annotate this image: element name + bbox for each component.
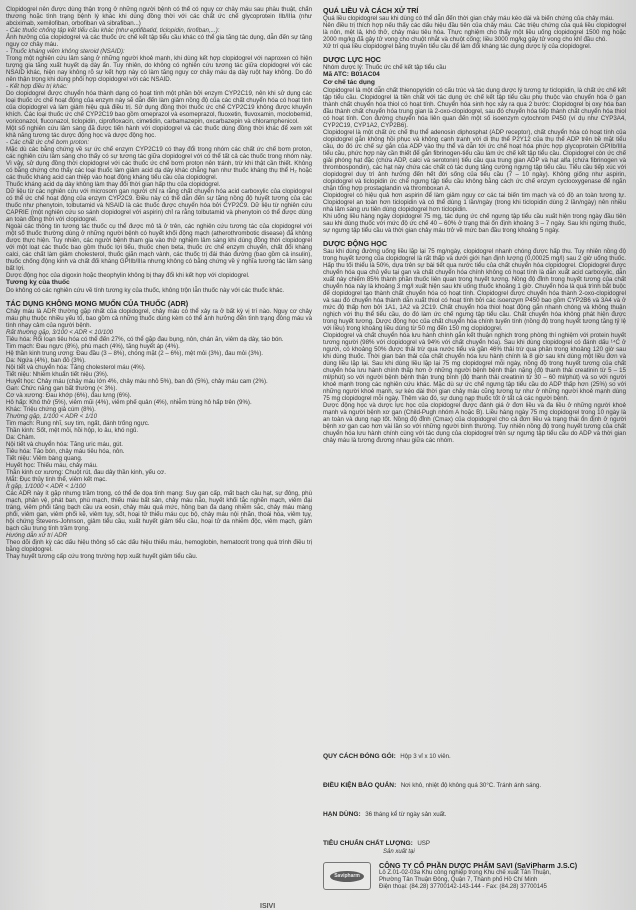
other-combo-heading: - Kết hợp điều trị khác:: [6, 83, 68, 90]
adr-management-text2: Thay huyết tương cấp cứu trong trường hợp xuất huyết giảm tiểu cầu.: [6, 553, 198, 560]
adr-line: Tiết niệu: Viêm bàng quang.: [6, 455, 83, 462]
absorption-text: Sau khi dùng đường uống liều lặp lại 75 mg/ngày, clopidogrel nhanh chóng được hấp thu. Tuy nhiên nồng độ trong huyết tương của clopidogrel là rất thấp và dưới giới hạn định lượng (0,00025 mg/l) sau 2 giờ uống thuốc. Hấp thu tối thiểu là 50%, dựa trên sự bài tiết qua nước tiểu của chất chuyển hóa clopidogrel. Clopidogrel được chuyển hóa qua chủ yếu tại gan và chất chuyển hóa chính không có hoạt tính là dẫn xuất acid carboxylic, dẫn xuất này chiếm 85% thành phần thuốc liên quan trong huyết tương. Nồng độ đỉnh trong huyết tương của chất chuyển hóa này là khoảng 3 mg/l xuất hiện sau khi uống thuốc khoảng 1 giờ. Chuyển hóa là quá trình bắt buộc để clopidogrel tạo thành chất chuyển hóa có hoạt tính. Clopidogrel được chuyển hóa thành 2-oxo-clopidogrel và sau đó chuyển hóa thành dẫn xuất thiol có hoạt tính bởi các isoenzym P450 bao gồm CYP2B6 và 3A4 và ở mức độ thấp hơn bởi 1A1, 1A2 và 2C19. Chất chuyển hóa thiol hoạt động gắn nhanh chóng và không thuận nghịch với thụ thể tiểu cầu, do đó làm ức chế ngưng tập tiểu cầu. Chất chuyển hóa không phát hiện được trong huyết tương. Dược động học của chất chuyển hóa chính tuyến tính (nồng độ trong huyết tương tăng tỷ lệ với liều) trong khoảng liều dùng từ 50 mg đến 150 mg clopidogrel.: [323, 248, 626, 332]
nsaid-heading: - Thuốc kháng viêm không steroid (NSAID):: [6, 48, 125, 55]
adr-line: Tiêu hóa: Táo bón, chảy máu tiêu hóa, nôn.: [6, 448, 125, 455]
adr-line: Khác: Triệu chứng giả cúm (8%).: [6, 406, 96, 413]
pharmacodynamics-heading: DƯỢC LỰC HỌC: [323, 55, 381, 64]
frequency-common: Thường gặp, 1/100 < ADR < 1/10: [6, 413, 98, 420]
frequency-very-common: Rất thường gặp, 3/100 < ADR < 10/100: [6, 329, 114, 336]
adr-line: Hô hấp: Khó thở (5%), viêm mũi (4%), viêm phế quản (4%), nhiễm trùng hô hấp trên (9%).: [6, 399, 252, 406]
adr-line: Gan: Chức năng gan bất thường (< 3%).: [6, 385, 118, 392]
cyp2c19-text: Do clopidogrel được chuyển hóa thành dạng có hoạt tính một phần bởi enzym CYP2C19, nên khi sử dụng các loại thuốc ức chế hoạt động của enzym này sẽ dẫn đến làm giảm nồng độ của các chất chuyển hóa có hoạt tính của clopidogrel và làm giảm hiệu quả điều trị. Sử dụng đồng thời thuốc ức chế CYP2C19 không được khuyến khích. Các loại thuốc ức chế CYP2C19 bao gồm omeprazol và esomeprazol, fluoxetin, fluvoxamin, moclobemid, voriconazol, fluconazol, ticlopidin, ciprofloxacin, cimetidin, carbamazepin, oxcarbazepin và chloramphenicol.: [6, 90, 312, 125]
mechanism-text: Clopidogrel là một dẫn chất thienopyridin có cấu trúc và tác dụng dược lý tương tự ticlopidin, là chất ức chế kết tập tiểu cầu. Clopidogrel là tiền chất với tác dụng ức chế kết tập tiểu cầu phụ thuộc vào chuyển hóa ở gan thành chất chuyển hóa thiol có hoạt tính. Chuyển hóa sinh học xảy ra qua 2 bước: Clopidogrel bị oxy hóa ban đầu thành chất chuyển hóa trung gian là 2-oxo-clopidogrel, sau đó chuyển hóa tiếp thành chất chuyển hóa thiol có hoạt tính. Con đường chuyển hóa liên quan đến một số isoenzym cytochrom P450 (ví dụ như CYP3A4, CYP2C19, CYP1A2, CYP2B6).: [323, 87, 626, 129]
interaction-intro: Clopidogrel nên được dùng thận trọng ở những người bệnh có thể có nguy cơ chảy máu sau phẫu thuật, chấn thương hoặc tình trạng bệnh lý khác khi dùng đồng thời với các chất ức chế glycoprotein IIb/IIIa (như abciximab, xemilofiban, orbofiban và sibrafiban...): [6, 6, 312, 27]
overdose-text: Quá liều clopidogrel sau khi dùng có thể dẫn đến thời gian chảy máu kéo dài và biến chứng của chảy máu.: [323, 15, 614, 22]
company-info: [379, 861, 577, 892]
mechanism-heading: Cơ chế tác dụng: [323, 79, 375, 86]
product-info-block: [323, 745, 626, 850]
adr-line: Tim mạch: Đau ngực (8%), phù mạch (4%), tăng huyết áp (4%).: [6, 343, 180, 350]
adr-line: Da: Chàm.: [6, 434, 36, 441]
adr-line: Mắt: Đục thủy tinh thể, viêm kết mạc.: [6, 476, 108, 483]
hepatic-text: Dược động học và dược lực học của clopidogrel được đánh giá ở đơn liều và đa liều ở những người khoẻ mạnh và người bệnh xơ gan (Child-Pugh nhóm A hoặc B). Liều hàng ngày 75 mg clopidogrel trong 10 ngày là an toàn và dung nạp tốt. Nồng độ đỉnh (Cmax) của clopidogrel cho cả đơn liều và trạng thái ổn định ở người bệnh xơ gan cao hơn vài lần so với những người bình thường. Tuy nhiên nồng độ trong huyết tương của chất chuyển hóa lưu hành chính cùng với tác dụng của clopidogrel trên sự ngưng tập tiểu cầu do ADP và thời gian chảy máu là tương đương nhau giữa các nhóm.: [323, 402, 626, 444]
packaging-value: Hộp 3 vỉ x 10 viên.: [400, 753, 451, 760]
adr-serious-text: Các ADR này ít gặp nhưng trầm trọng, có thể đe dọa tính mạng: Suy gan cấp, mất bạch cầu hạt, sự đông, phù mạch, phản vệ, phát ban, phù mạch, thiếu máu bất sản, chảy máu não, huyết khối tắc nghẽn mạch, viêm đại tràng, viêm phổi tăng bạch cầu ưa eosin, chảy máu quá mức, hồng ban đa dạng nhiễm sắc, chảy máu màng phổi, viêm gan, viêm phổi kẽ, viêm tụy, sốt, hoại tử thiếu máu cục bộ, chảy máu nội nhãn, thoái hóa, viêm tụy, hội chứng Stevens-Johnson, giảm tiểu cầu, xuất huyết giảm tiểu cầu, hoại tử da nhiễm độc, viêm mạch, giảm bạch cầu trung tính trầm trọng.: [6, 490, 312, 532]
standard-value: USP: [417, 840, 430, 847]
antiplatelet-text: Ảnh hưởng của clopidogrel và các thuốc ức chế kết tập tiểu cầu khác có thể gia tăng tác dụng, dẫn đến sự tăng nguy cơ chảy máu.: [6, 34, 312, 48]
company-address-2: Phường Tân Thuận Đông, Quận 7, Thành phố Hồ Chí Minh: [379, 877, 538, 884]
elimination-text: Clopidogrel và chất chuyển hóa lưu hành chính gắn kết thuận nghịch trong phòng thí nghiệm với protein huyết tương người (98% với clopidogrel và 94% với chất chuyển hóa). Sau khi dùng clopidogrel có đánh dấu ¹⁴C ở người, có khoảng 50% được thải trừ qua nước tiểu và gần 46% thải trừ qua phân trong khoảng 120 giờ sau khi dùng thuốc. Thời gian bán thải của chất chuyển hóa lưu hành chính là 8 giờ sau khi dùng một liều đơn và dùng liều lặp lại. Sau khi dùng liều lặp lại 75 mg clopidogrel mỗi ngày, nồng độ trong huyết tương của chất chuyển hóa lưu hành chính thấp hơn ở những người bệnh bệnh thận nặng (độ thanh thải creatinin từ 5 – 15 ml/phút) so với người bệnh bệnh thận trung bình (độ thanh thải creatinin từ 30 – 60 ml/phút) và so với người khoẻ mạnh trong các nghiên cứu khác. Mặc dù sự ức chế ngưng tập tiểu cầu do ADP thấp hơn (25%) so với những người khoẻ mạnh, sự kéo dài thời gian chảy máu cũng tương tự như ở những người khoẻ mạnh dùng 75 mg clopidogrel mỗi ngày. Thêm vào đó, sự dung nạp thuốc tốt ở tất cả các người bệnh.: [323, 332, 626, 402]
dose-effect-text: Khi uống liều hàng ngày clopidogrel 75 mg, tác dụng ức chế ngưng tập tiểu cầu xuất hiện trong ngày đầu tiên sau khi dùng thuốc với mức độ ức chế 40 – 60% ở trạng thái ổn định khoảng 3 – 7 ngày. Sau khi ngừng thuốc, sự ngưng tập tiểu cầu và thời gian chảy máu trở về mức ban đầu trong khoảng 5 ngày.: [323, 213, 626, 234]
incompatibility-heading: Tương kỵ của thuốc: [6, 279, 70, 286]
manufacturer-footer: [323, 840, 626, 892]
antacid-text: Thuốc kháng acid dạ dày không làm thay đổi thời gian hấp thu của clopidogrel.: [6, 181, 221, 188]
adr-management-heading: Hướng dẫn xử trí ADR: [6, 532, 68, 539]
overdose-treatment-text: Xử trí quá liều clopidogrel bằng truyền tiểu cầu để làm đối kháng tác dụng dược lý của clopidogrel.: [323, 43, 592, 50]
frequency-uncommon: Ít gặp, 1/1000 < ADR < 1/100: [6, 483, 86, 490]
efficacy-text: Clopidogrel có hiệu quả hơn aspirin để làm giảm nguy cơ các tai biến tim mạch và có độ an toàn tương tự. Clopidogrel an toàn hơn ticlopidin và có thể dùng 1 lần/ngày (trong khi ticlopidin dùng 2 lần/ngày) nên nhiều nhà lâm sàng ưu tiên dùng clopidogrel hơn ticlopidin.: [323, 192, 626, 213]
expiry-label: HẠN DÙNG:: [323, 811, 361, 818]
company-name: CÔNG TY CỔ PHẦN DƯỢC PHẨM SAVI (SaViPharm J.S.C): [379, 861, 578, 870]
left-column: [6, 6, 312, 904]
ppi-heading: - Các chất ức chế bơm proton:: [6, 139, 90, 146]
cyp2c9-text: Dữ liệu từ các nghiên cứu với microsom gan người chỉ ra rằng chất chuyển hóa acid carboxylic của clopidogrel có thể ức chế hoạt động của enzym CYP2C9. Điều này có thể dẫn đến sự tăng nồng độ huyết tương của các thuốc như phenytoin, tolbutamid và NSAID là các thuốc được chuyển hóa bởi CYP2C9. Dữ liệu từ nghiên cứu CAPRIE (một nghiên cứu so sánh clopidogrel với aspirin) chỉ ra rằng tolbutamid và phenytoin có thể được dùng an toàn đồng thời với clopidogrel.: [6, 188, 312, 223]
pharmacokinetics-heading: DƯỢC ĐỘNG HỌC: [323, 239, 388, 248]
overdose-symptoms-text: Nên điều trị thích hợp nếu thấy các dấu hiệu đầu tiên của chảy máu. Các triệu chứng của quá liều clopidogrel là nôn, mệt lả, khó thở, chảy máu tiêu hóa. Thực nghiệm cho thấy một liều uống clopidogrel 1500 mg hoặc 2000 mg/kg đã gây tử vong cho chuột nhắt và chuột cống; liều 3000 mg/kg gây tử vong cho khỉ đầu chó.: [323, 22, 626, 43]
packaging-label: QUY CÁCH ĐÓNG GÓI:: [323, 753, 396, 760]
interaction-studies-text: Một số nghiên cứu lâm sàng đã được tiến hành với clopidogrel và các thuốc dùng đồng thời khác để xem xét khả năng tương tác dược động học và dược động học.: [6, 125, 312, 139]
adr-heading: TÁC DỤNG KHÔNG MONG MUỐN CỦA THUỐC (ADR): [6, 299, 189, 308]
ppi-text: Mặc dù các bằng chứng về sự ức chế enzym CYP2C19 có thay đổi trong nhóm các chất ức chế bơm proton, các nghiên cứu lâm sàng cho thấy có sự tương tác giữa clopidogrel với có thể tất cả các thuốc trong nhóm này. Vì vậy, sử dụng đồng thời clopidogrel với các thuốc ức chế bơm proton nên tránh, trừ khi thật cần thiết. Không có bằng chứng cho thấy các loại thuốc làm giảm acid dạ dày khác chẳng hạn như thuốc kháng thụ thể H₂ hoặc các thuốc kháng acid can thiệp vào hoạt động kháng tiểu cầu của clopidogrel.: [6, 146, 312, 181]
adr-line: Nội tiết và chuyển hóa: Tăng cholesterol máu (4%).: [6, 364, 146, 371]
digoxin-text: Dược động học của digoxin hoặc theophylin không bị thay đổi khi kết hợp với clopidogrel.: [6, 272, 250, 279]
storage-value: Nơi khô, nhiệt độ không quá 30°C. Tránh ánh sáng.: [400, 782, 542, 789]
adr-line: Cơ và xương: Đau khớp (6%), đau lưng (6%).: [6, 392, 132, 399]
expiry-row: [323, 803, 626, 821]
adr-management-text: Theo dõi định kỳ các dấu hiệu thông số các dấu hiệu thiếu máu, hemoglobin, hematocrit trong quá trình điều trị bằng clopidogrel.: [6, 539, 312, 553]
storage-label: ĐIỀU KIỆN BẢO QUẢN:: [323, 782, 397, 789]
adr-line: Thần kinh cơ xương: Chuột rút, đau dây thần kinh, yếu cơ.: [6, 469, 166, 476]
company-address-1: Lô Z.01-02-03a Khu công nghiệp trong Khu chế xuất Tân Thuận,: [379, 870, 551, 876]
overdose-heading: QUÁ LIỀU VÀ CÁCH XỬ TRÍ: [323, 6, 419, 15]
made-at-label: Sản xuất tại: [383, 849, 415, 855]
pharmacologic-group: Nhóm dược lý: Thuốc ức chế kết tập tiểu cầu: [323, 64, 447, 71]
storage-row: [323, 774, 626, 792]
savipharm-logo: [323, 862, 371, 890]
antiplatelet-heading: - Các thuốc chống tập kết tiểu cầu khác (như eptifibatid, ticlopidin, tirofiban,...):: [6, 27, 220, 34]
adr-line: Huyết học: Thiếu máu, chảy máu.: [6, 462, 98, 469]
standard-label: TIÊU CHUẨN CHẤT LƯỢNG:: [323, 840, 413, 847]
adr-line: Da: Ngứa (4%), ban đỏ (3%).: [6, 357, 86, 364]
atc-code: Mã ATC: B01AC04: [323, 71, 380, 78]
adr-line: Tiêu hóa: Rối loạn tiêu hóa có thể đến 27%, có thể gặp đau bụng, nôn, chán ăn, viêm dạ dày, táo bón.: [6, 336, 284, 343]
adr-line: Thần kinh: Sốt, mệt mỏi, hồi hộp, lo âu, khó ngủ.: [6, 427, 139, 434]
company-phone: Điện thoại: (84.28) 37700142-143-144 - Fax: (84.28) 37700145: [379, 884, 547, 891]
nsaid-text: Trong một nghiên cứu lâm sàng ở những người khoẻ mạnh, khi dùng kết hợp clopidogrel với naproxen có hiện tượng gia tăng xuất huyết dạ dày ẩn. Tuy nhiên, do không có nghiên cứu tương tác giữa clopidogrel với các NSAID khác, hiện nay không rõ sự kết hợp này có làm tăng nguy cơ chảy máu dạ dày ruột hay không. Do đó nên thận trọng khi dùng phối hợp clopidogrel với các NSAID.: [6, 55, 312, 83]
right-column: [323, 6, 626, 832]
adr-intro: Chảy máu là ADR thường gặp nhất của clopidogrel, chảy máu có thể xảy ra ở bất kỳ vị trí nào. Nguy cơ chảy máu phụ thuộc nhiều yếu tố, bao gồm cả những thuốc dùng kèm có thể ảnh hưởng đến tình trạng đông máu và tình nhạy cảm của người bệnh.: [6, 308, 312, 329]
cut-edge-text: ISIVI: [260, 903, 276, 910]
adr-line: Huyết học: Chảy máu (chảy máu lớn 4%, chảy máu nhỏ 5%), ban đỏ (5%), chảy máu cam (2%).: [6, 378, 268, 385]
adr-line: Tim mạch: Rung nhĩ, suy tim, ngất, đánh trống ngực.: [6, 420, 150, 427]
packaging-row: [323, 745, 626, 763]
adr-line: Tiết niệu: Nhiễm khuẩn tiết niệu (3%).: [6, 371, 109, 378]
atherothrombotic-text: Ngoài các thông tin tương tác thuốc cụ thể được mô tả ở trên, các nghiên cứu tương tác của clopidogrel với một số thuốc thường dùng ở những người bệnh có huyết khối động mạch (atherothrombotic disease) đã không được thực hiện. Tuy nhiên, các người bệnh tham gia vào thử nghiệm lâm sàng khi dùng đồng thời clopidogrel với một loạt các thuốc bao gồm thuốc lợi tiểu, thuốc chẹn beta, thuốc ức chế enzym chuyển, chất đối kháng calci, các chất làm giảm cholesterol, thuốc giãn mạch vành, các thuốc trị đái tháo đường (bao gồm cả insulin), thuốc chống động kinh và chất đối kháng GPIIb/IIIa nhưng không có bằng chứng về ý nghĩa tương tác lâm sàng bất lợi.: [6, 223, 312, 272]
manufacturer-block: [323, 861, 626, 892]
adr-line: Nội tiết và chuyển hóa: Tăng uric máu, gút.: [6, 441, 123, 448]
incompatibility-text: Do không có các nghiên cứu về tính tương kỵ của thuốc, không trộn lẫn thuốc này với các thuốc khác.: [6, 287, 285, 294]
adr-line: Hệ thần kinh trung ương: Đau đầu (3 – 8%), chóng mặt (2 – 6%), mệt mỏi (3%), đau mỏi (3%).: [6, 350, 263, 357]
adp-receptor-text: Clopidogrel là một chất ức chế thụ thể adenosin diphosphat (ADP receptor), chất chuyển hóa có hoạt tính của clopidogrel gắn không hồi phục và không cạnh tranh với di thụ thể P2Y12 của thụ thể ADP trên bề mặt tiểu cầu, do đó ức chế sự gắn của ADP vào thụ thể và dẫn tới ức chế hoạt hóa phức hợp glycoprotein GPIIb/IIIa tiểu cầu, phức hợp này cần thiết để gắn fibrinogen-tiểu cầu làm ức chế kết tập tiểu cầu. Clopidogrel còn ức chế giải phóng hạt đặc (chứa ADP, calci và serotonin) tiểu cầu qua trung gian ADP và hạt alfa (chứa fibrinogen và thrombospondin), các hạt này chứa các chất có tác dụng tăng cường ngưng tập tiểu cầu. Tiểu cầu tiếp xúc với clopidogrel duy trì ảnh hưởng đến hết đời sống của tiểu cầu (7 – 10 ngày). Không giống như aspirin, clopidogrel và ticlopidin ức chế ngưng tập tiểu cầu không bằng cách ức chế enzym cyclooxygenase để ngăn chặn tổng hợp prostaglandin và thromboxan A.: [323, 129, 626, 192]
expiry-value: 36 tháng kể từ ngày sản xuất.: [365, 811, 447, 818]
logo-mark: Savipharm: [330, 871, 364, 882]
